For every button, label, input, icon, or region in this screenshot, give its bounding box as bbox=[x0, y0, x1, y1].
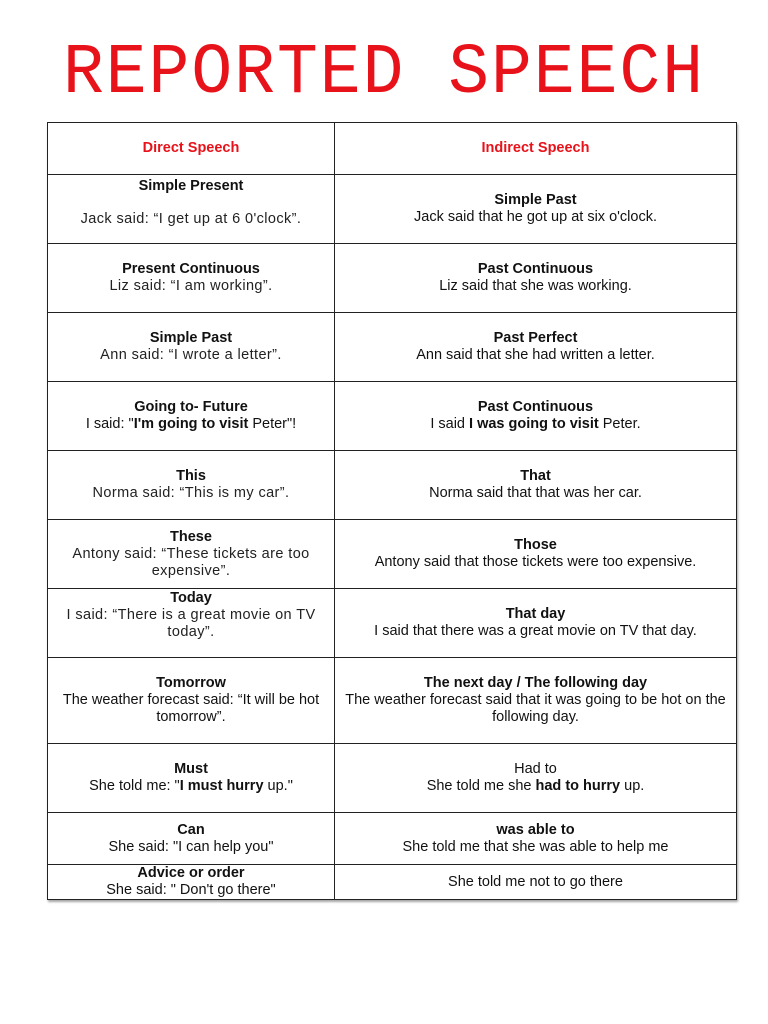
table-row bbox=[48, 382, 737, 451]
tense-label: Present Continuous bbox=[122, 261, 260, 277]
tense-label: Past Continuous bbox=[477, 399, 594, 415]
tense-label: Simple Present bbox=[138, 178, 244, 194]
example-text: I said I was going to visit Peter. bbox=[430, 416, 641, 432]
tense-label: Tomorrow bbox=[156, 675, 226, 691]
direct-cell bbox=[48, 451, 335, 520]
indirect-cell bbox=[335, 658, 737, 744]
direct-cell bbox=[48, 313, 335, 382]
tense-label: These bbox=[170, 528, 212, 545]
tense-label: Today bbox=[170, 590, 212, 606]
direct-cell bbox=[48, 520, 335, 589]
table-row bbox=[48, 175, 737, 244]
direct-cell bbox=[48, 813, 335, 865]
indirect-speech-header: Indirect Speech bbox=[335, 123, 737, 175]
example-text: I said: "I'm going to visit Peter"! bbox=[85, 416, 297, 432]
table-row bbox=[48, 451, 737, 520]
example-text: The weather forecast said that it was going to be hot on the following day. bbox=[345, 692, 726, 725]
indirect-cell bbox=[335, 175, 737, 244]
example-text: She said: " Don't go there" bbox=[106, 882, 276, 898]
tense-label: Past Continuous bbox=[477, 261, 594, 277]
tense-label: The next day / The following day bbox=[423, 675, 648, 691]
tense-label: Simple Past bbox=[494, 192, 577, 208]
table-row bbox=[48, 520, 737, 589]
direct-cell bbox=[48, 244, 335, 313]
example-text: She told me not to go there bbox=[448, 873, 623, 890]
indirect-cell bbox=[335, 589, 737, 658]
example-text: Ann said: “I wrote a letter”. bbox=[100, 347, 282, 363]
direct-cell bbox=[48, 865, 335, 900]
example-text: Antony said that those tickets were too expensive. bbox=[374, 554, 697, 570]
example-text: She said: "I can help you" bbox=[108, 838, 274, 855]
example-text: The weather forecast said: “It will be hot tomorrow”. bbox=[62, 692, 320, 725]
indirect-cell bbox=[335, 813, 737, 865]
tense-label: That day bbox=[505, 606, 566, 622]
indirect-cell bbox=[335, 865, 737, 900]
example-text: Liz said that she was working. bbox=[439, 278, 632, 294]
indirect-cell bbox=[335, 451, 737, 520]
tense-label: Had to bbox=[514, 761, 557, 777]
direct-cell bbox=[48, 744, 335, 813]
tense-label: Advice or order bbox=[137, 865, 245, 881]
tense-label: was able to bbox=[496, 821, 575, 838]
reported-speech-table bbox=[47, 122, 737, 900]
tense-label: Those bbox=[514, 537, 557, 553]
indirect-cell bbox=[335, 744, 737, 813]
table-row bbox=[48, 865, 737, 900]
example-text: Norma said that that was her car. bbox=[429, 485, 642, 501]
indirect-cell bbox=[335, 244, 737, 313]
indirect-cell bbox=[335, 313, 737, 382]
example-text: Ann said that she had written a letter. bbox=[416, 347, 655, 363]
example-text: She told me she had to hurry up. bbox=[426, 778, 645, 794]
direct-speech-header: Direct Speech bbox=[48, 123, 335, 175]
table-row bbox=[48, 744, 737, 813]
example-text: Liz said: “I am working”. bbox=[109, 278, 273, 294]
table-row bbox=[48, 658, 737, 744]
tense-label: Going to- Future bbox=[134, 399, 248, 415]
tense-label: Past Perfect bbox=[493, 330, 578, 346]
table-row bbox=[48, 244, 737, 313]
indirect-cell bbox=[335, 520, 737, 589]
tense-label: Simple Past bbox=[149, 330, 233, 346]
example-text: Jack said that he got up at six o'clock. bbox=[414, 209, 657, 225]
example-text: I said: “There is a great movie on TV today”. bbox=[66, 607, 316, 640]
example-text: She told me that she was able to help me bbox=[402, 838, 669, 855]
table-row bbox=[48, 813, 737, 865]
example-text: Jack said: “I get up at 6 0'clock”. bbox=[80, 211, 302, 227]
direct-cell bbox=[48, 658, 335, 744]
table-row bbox=[48, 313, 737, 382]
tense-label: Must bbox=[174, 761, 208, 777]
indirect-cell bbox=[335, 382, 737, 451]
example-text: Antony said: “These tickets are too expensive”. bbox=[72, 545, 310, 579]
example-text: Norma said: “This is my car”. bbox=[92, 485, 290, 501]
direct-cell bbox=[48, 175, 335, 244]
table-row bbox=[48, 589, 737, 658]
example-text: I said that there was a great movie on TV that day. bbox=[374, 623, 697, 639]
tense-label: That bbox=[520, 468, 551, 484]
tense-label: Can bbox=[177, 821, 205, 838]
header-row bbox=[48, 123, 737, 175]
tense-label: This bbox=[176, 468, 206, 484]
direct-cell bbox=[48, 589, 335, 658]
page-title: REPORTED SPEECH bbox=[62, 33, 706, 114]
example-text: She told me: "I must hurry up." bbox=[89, 778, 293, 794]
direct-cell bbox=[48, 382, 335, 451]
